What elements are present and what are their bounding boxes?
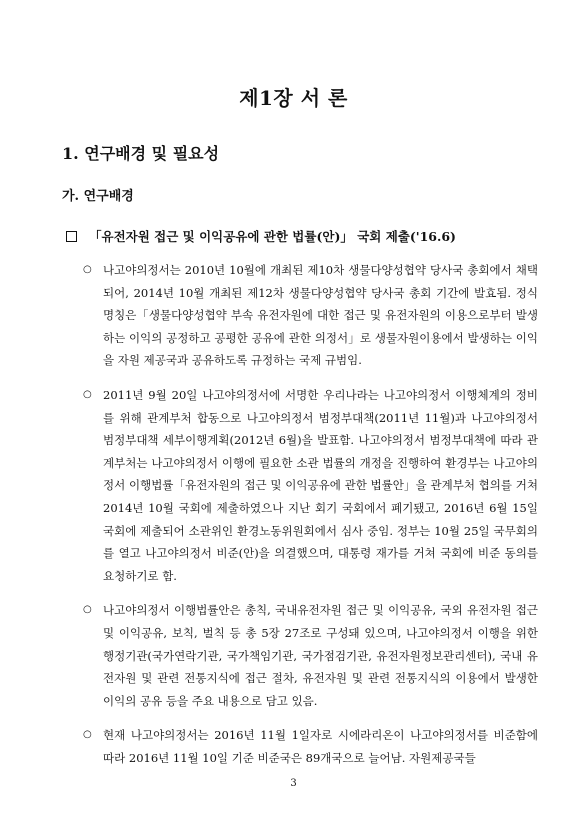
topic-heading (66, 227, 547, 245)
circle-bullet-icon: ○ (83, 264, 92, 275)
list-item (83, 384, 538, 587)
square-bullet-icon (66, 231, 77, 242)
section-title: 1. 연구배경 및 필요성 (62, 144, 220, 163)
bullet-list (83, 259, 538, 781)
list-item (83, 259, 538, 372)
list-item (83, 724, 538, 769)
circle-bullet-icon: ○ (83, 604, 92, 616)
paragraph-text: 나고야의정서는 2010년 10월에 개최된 제10차 생물다양성협약 당사국 총회에서 채택되어, 2014년 10월 개최된 제12차 생물다양성협약 당사국 총회 기간에 발효됨. 정식명칭은「생물다양성협약 부속 유전자원에 대한 접근 및 유전자원의 이용으로부터 발생하는 이익의 공정하고 공평한 공유에 관한 의정서」로 생물자원이용에서 발생하는 이익을 자원 제공국과 공유하도록 규정하는 국제 규범임. (103, 263, 538, 368)
circle-bullet-icon: ○ (83, 729, 92, 741)
page-number: 3 (290, 778, 297, 789)
paragraph-text: 나고야의정서 이행법률안은 총칙, 국내유전자원 접근 및 이익공유, 국외 유전자원 접근 및 이익공유, 보칙, 벌칙 등 총 5장 27조로 구성돼 있으며, 나고야의정서 이행을 위한 행정기관(국가연락기관, 국가책임기관, 국가점검기관, 유전자원정보관리센터), 국내 유전자원 및 관련 전통지식에 접근 절차, 유전자원 및 관련 전통지식의 이용에서 발생한 이익의 공유 등을 주요 내용으로 담고 있음. (103, 603, 538, 708)
topic-heading-text: 「유전자원 접근 및 이익공유에 관한 법률(안)」 국회 제출('16.6) (89, 229, 456, 244)
paragraph-text: 현재 나고야의정서는 2016년 11월 1일자로 시에라리온이 나고야의정서를 비준함에 따라 2016년 11월 10일 기준 비준국은 89개국으로 늘어남. 자원제공국들 (103, 728, 538, 765)
subsection-title: 가. 연구배경 (62, 189, 134, 204)
circle-bullet-icon: ○ (83, 388, 92, 400)
paragraph-text: 2011년 9월 20일 나고야의정서에 서명한 우리나라는 나고야의정서 이행체계의 정비를 위해 관계부처 합동으로 나고야의정서 범정부대책(2011년 11월)과 나고야의정서 범정부대책 세부이행계획(2012년 6월)을 발표함. 나고야의정서 범정부대책에 따라 관계부처는 나고야의정서 이행에 필요한 소관 법률의 개정을 진행하여 환경부는 나고야의정서 이행법률「유전자원의 접근 및 이익공유에 관한 법률안」을 관계부처 협의를 거쳐 2014년 10월 국회에 제출하였으나 지난 회기 국회에서 폐기됐고, 2016년 6월 15일 국회에 제출되어 소관위인 환경노동위원회에서 심사 중임. 정부는 10월 25일 국무회의를 열고 나고야의정서 비준(안)을 의결했으며, 대통령 재가를 거쳐 국회에 비준 동의를 요청하기로 함. (103, 387, 538, 583)
list-item (83, 599, 538, 712)
chapter-title: 제1장 서 론 (239, 86, 348, 110)
